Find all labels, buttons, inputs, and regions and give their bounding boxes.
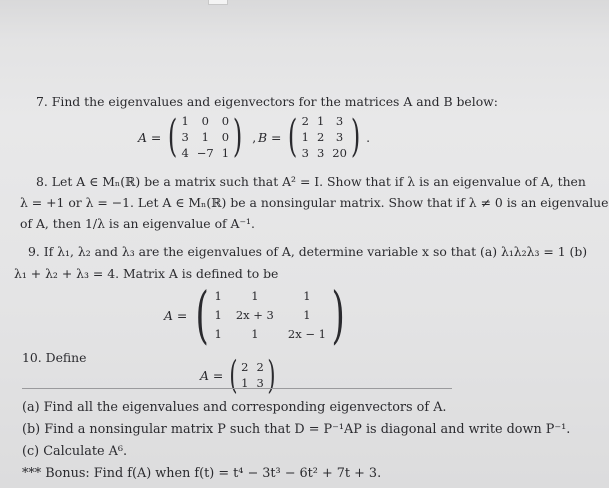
matrix-cell: 1 — [221, 146, 230, 160]
q10-matrix-label: A = — [200, 367, 224, 383]
q9-matrix — [164, 278, 350, 351]
q10-title: 10. Define — [22, 350, 87, 365]
q9-matrix-label: A = — [164, 307, 188, 323]
left-paren: ( — [229, 353, 238, 397]
left-paren: ( — [168, 111, 178, 162]
q7-period: . — [366, 129, 371, 145]
q7-matrix-b-grid — [302, 114, 347, 160]
q10-bonus: *** Bonus: Find f(A) when f(t) = t⁴ − 3t³ − 6t² + 7t + 3. — [22, 466, 382, 481]
matrix-cell: 2 — [256, 360, 264, 374]
matrix-cell: 3 — [316, 146, 325, 160]
matrix-cell: 1 — [181, 114, 189, 128]
matrix-cell: 1 — [214, 289, 222, 303]
q9-line-1: 9. If λ₁, λ₂ and λ₃ are the eigenvalues of A, determine variable x so that (a) λ₁λ₂λ₃ = 1 (b) — [28, 244, 588, 259]
matrix-cell: 1 — [251, 289, 259, 303]
matrix-cell: 1 — [201, 130, 209, 144]
q9-matrix-grid — [214, 289, 325, 341]
right-paren: ) — [232, 111, 243, 162]
matrix-cell: 3 — [335, 114, 344, 128]
left-paren: ( — [195, 278, 210, 351]
matrix-cell: 3 — [181, 130, 189, 144]
q7-comma: , — [252, 129, 257, 145]
q10-part-a: (a) Find all the eigenvalues and corresponding eigenvectors of A. — [22, 400, 447, 415]
right-paren: ) — [267, 353, 276, 397]
q8-line-2: λ = +1 or λ = −1. Let A ∈ Mₙ(ℝ) be a nonsingular matrix. Show that if λ ≠ 0 is an eigenvalue — [20, 195, 609, 210]
right-paren: ) — [331, 278, 345, 351]
matrix-cell: 1 — [214, 308, 222, 322]
matrix-cell: 3 — [301, 146, 309, 160]
q8-line-1: 8. Let A ∈ Mₙ(ℝ) be a matrix such that A² = I. Show that if λ is an eigenvalue of A, then — [36, 174, 586, 189]
q10-matrix-grid — [241, 360, 264, 390]
matrix-cell: 2 — [301, 114, 309, 128]
matrix-cell: 0 — [221, 114, 230, 128]
matrix-cell: 2x + 3 — [235, 308, 274, 322]
matrix-cell: 2 — [241, 360, 249, 374]
matrix-cell: 2x − 1 — [287, 327, 326, 341]
matrix-cell: 1 — [316, 114, 325, 128]
matrix-cell: 0 — [221, 130, 230, 144]
matrix-cell: 3 — [335, 130, 344, 144]
q7-matrix-a-label: A = — [138, 129, 162, 145]
matrix-cell: 0 — [201, 114, 209, 128]
q10-part-c: (c) Calculate A⁶. — [22, 444, 128, 459]
q7-text: 7. Find the eigenvalues and eigenvectors for the matrices A and B below: — [36, 94, 498, 109]
page-top-mark — [208, 0, 228, 5]
matrix-cell: 20 — [332, 146, 347, 160]
matrix-cell: 1 — [301, 130, 309, 144]
q8-line-3: of A, then 1/λ is an eigenvalue of A⁻¹. — [20, 216, 255, 231]
matrix-cell: 3 — [256, 376, 264, 390]
left-paren: ( — [288, 111, 298, 162]
q7-matrix-b — [258, 111, 373, 162]
q10-part-b: (b) Find a nonsingular matrix P such that D = P⁻¹AP is diagonal and write down P⁻¹. — [22, 422, 571, 437]
matrix-cell: 1 — [241, 376, 249, 390]
q7-matrix-a — [138, 111, 259, 162]
right-paren: ) — [350, 111, 361, 162]
matrix-cell: 1 — [303, 308, 311, 322]
matrix-cell: 1 — [251, 327, 259, 341]
matrix-cell: 4 — [181, 146, 189, 160]
matrix-cell: 1 — [214, 327, 222, 341]
q7-matrix-a-grid — [181, 114, 229, 160]
matrix-cell: 2 — [316, 130, 325, 144]
divider-line — [22, 388, 452, 389]
q7-matrix-b-label: B = — [258, 129, 282, 145]
matrix-cell: −7 — [196, 146, 214, 160]
q9-line-2: λ₁ + λ₂ + λ₃ = 4. Matrix A is defined to be — [14, 266, 279, 281]
matrix-cell: 1 — [303, 289, 311, 303]
